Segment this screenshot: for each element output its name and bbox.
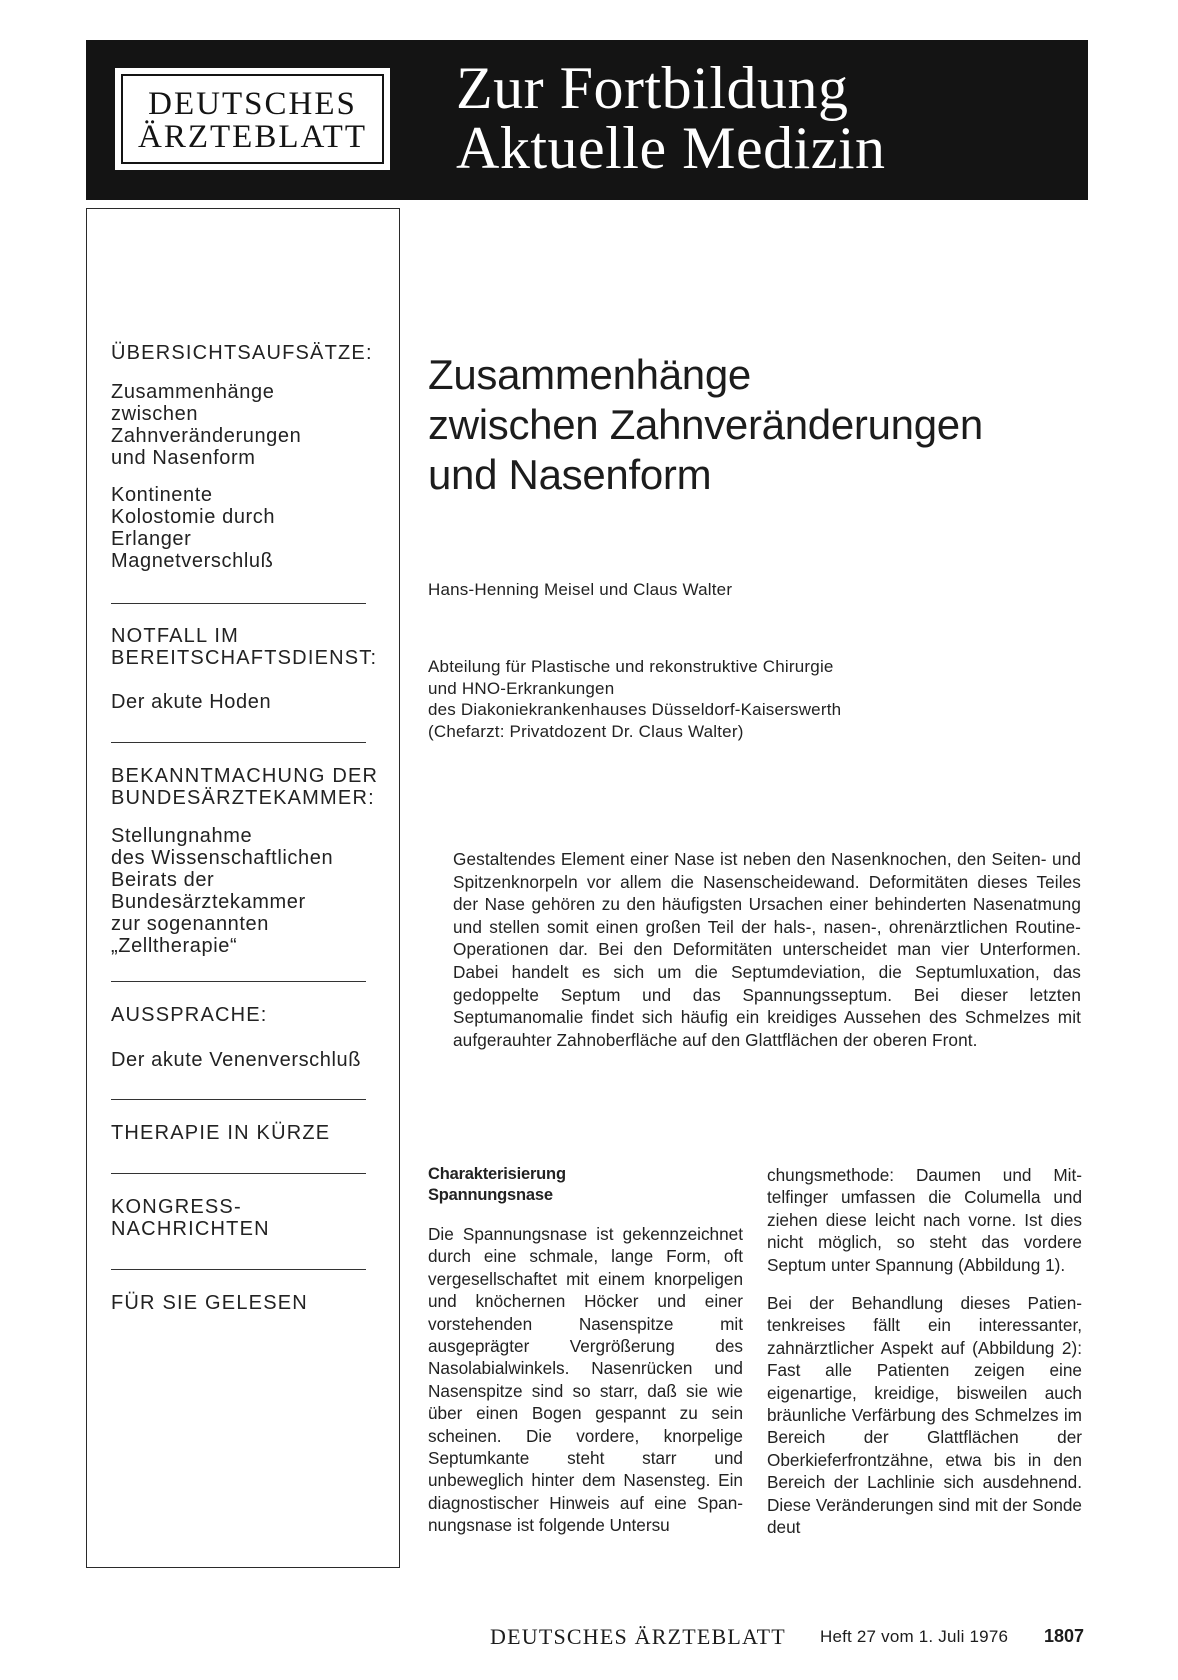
sidebar-title-line: KONGRESS- [111,1196,242,1218]
sidebar-item-line: Zahnveränderungen [111,425,302,447]
body-paragraph: chungsmethode: Daumen und Mittelfinger umfassen die Columella und ziehen diese leicht nach vorne. Ist dies nicht möglich, so steht das vordere Septum unter Spannung (Abbildung 1). [767,1165,1082,1275]
article-title-line: und Nasenform [428,451,712,498]
sidebar-title-line: NACHRICHTEN [111,1218,270,1240]
section-heading-line: Charakterisierung [428,1165,566,1183]
affiliation-line: des Diakoniekrankenhauses Düsseldorf-Kaiserswerth [428,700,842,719]
sidebar-item-line: Kolostomie durch [111,506,276,528]
sidebar-divider [111,1099,366,1100]
sidebar-title-line: THERAPIE IN KÜRZE [111,1122,331,1144]
contents-sidebar [86,208,400,1568]
sidebar-section-title [111,625,377,669]
sidebar-section-title [111,1122,330,1144]
sidebar-item-line: Der akute Hoden [111,691,272,713]
page-footer [490,1624,1085,1654]
sidebar-divider [111,603,366,604]
article-authors: Hans-Henning Meisel und Claus Walter [428,580,733,599]
section-heading-line: Spannungsnase [428,1186,553,1204]
sidebar-divider [111,1269,366,1270]
sidebar-item-line: und Nasenform [111,447,256,469]
sidebar-item [111,1049,361,1071]
body-column-right [767,1164,1082,1555]
sidebar-divider [111,981,366,982]
article-title-line: Zusammenhänge [428,351,751,398]
sidebar-item-line: Kontinente [111,484,213,506]
sidebar-title-line: BUNDESÄRZTEKAMMER: [111,787,375,809]
sidebar-item-line: Zusammenhänge [111,381,275,403]
sidebar-item-line: Stellungnahme [111,825,253,847]
sidebar-section-title [111,1292,308,1314]
sidebar-section-title [111,765,378,809]
footer-journal-name: DEUTSCHES ÄRZTEBLATT [490,1624,786,1649]
logo-line-1: DEUTSCHES [148,86,357,122]
sidebar-item-line: des Wissenschaftlichen [111,847,334,869]
journal-logo [115,68,390,170]
body-paragraph: Die Spannungsnase ist gekennzeichnet durch eine schmale, lange Form, oft vergesellschaftet mit einem knorpeligen und knöchernen Höcker und einer vorstehenden Nasenspitze mit ausgeprägter Vergrößerung des Nasolabialwinkels. Nasenrücken und Nasenspitze sind so starr, daß sie wie über einen Bogen gespannt zu sein scheinen. Die vordere, knorpelige Septumkante steht starr und unbeweglich hinter dem Nasensteg. Ein diagnostischer Hinweis auf eine Spannungsnase ist folgende Untersu [428,1224,743,1536]
page-number: 1807 [1044,1626,1085,1646]
footer-issue: Heft 27 vom 1. Juli 1976 [820,1627,1009,1646]
sidebar-title-line: BEREITSCHAFTSDIENST: [111,647,378,669]
logo-line-2: ÄRZTEBLATT [138,119,367,155]
sidebar-item-line: Erlanger [111,528,192,550]
banner-line-1: Zur Fortbildung [456,55,849,121]
sidebar-divider [111,1173,366,1174]
sidebar-section-title [111,1004,268,1026]
sidebar-title-line: FÜR SIE GELESEN [111,1292,308,1314]
sidebar-item-line: „Zelltherapie“ [111,935,238,957]
body-column-left [428,1164,743,1553]
sidebar-section-title [111,342,373,364]
affiliation-line: (Chefarzt: Privatdozent Dr. Claus Walter) [428,721,744,741]
sidebar-item-line: zwischen [111,403,199,425]
sidebar-item-line: Beirats der [111,869,215,891]
article-affiliation [428,656,841,742]
article-abstract: Gestaltendes Element einer Nase ist neben den Nasenknochen, den Seiten- und Spitzenknorpeln vor allem die Nasenscheidewand. Deformitäten dieses Teiles der Nase gehören zu den häufigsten Ursachen einer behinderten Nasenatmung und stellen somit einen großen Teil der hals-, nasen-, ohrenärztlichen Routine-Operationen dar. Bei den Deformitäten unterscheidet man vier Unterformen. Dabei handelt es sich um die Septumdeviation, die Septumluxation, das gedoppelte Septum und das Spannungsseptum. Bei dieser letzten Septumanomalie findet sich häufig ein kreidiges Aussehen des Schmelzes mit aufgerauhter Zahnoberfläche auf den Glattflächen der oberen Front. [453,849,1081,1050]
affiliation-line: Abteilung für Plastische und rekonstruktive Chirurgie [428,657,834,676]
body-paragraph: Bei der Behandlung dieses Patientenkreises fällt ein interessanter, zahnärztlicher Aspekt auf (Abbildung 2): Fast alle Patienten zeigen eine eigenartige, kreidige, bisweilen auch bräunliche Verfärbung des Schmelzes im Bereich der Glattflächen der Oberkieferfrontzähne, etwa bis in den Bereich der Lachlinie sich ausdehnend. Diese Veränderungen sind mit der Sonde deut [767,1293,1082,1538]
article-title-line: zwischen Zahnveränderungen [428,401,983,448]
sidebar-title-line: ÜBERSICHTSAUFSÄTZE: [111,342,373,364]
sidebar-divider [111,742,366,743]
sidebar-section-title [111,1196,270,1240]
section-banner-title [456,55,886,181]
sidebar-title-line: AUSSPRACHE: [111,1004,268,1026]
sidebar-item [111,825,333,957]
sidebar-item-line: zur sogenannten [111,913,270,935]
sidebar-item [111,484,275,572]
sidebar-item-line: Magnetverschluß [111,550,274,572]
section-heading [428,1164,743,1206]
affiliation-line: und HNO-Erkrankungen [428,678,615,698]
sidebar-item-line: Bundesärztekammer [111,891,306,913]
sidebar-item-line: Der akute Venenverschluß [111,1049,362,1071]
article-title [428,350,983,500]
sidebar-item [111,691,271,713]
sidebar-title-line: NOTFALL IM [111,625,239,647]
masthead-band [86,40,1088,200]
sidebar-title-line: BEKANNTMACHUNG DER [111,765,379,787]
banner-line-2: Aktuelle Medizin [456,115,886,181]
sidebar-item [111,381,301,469]
